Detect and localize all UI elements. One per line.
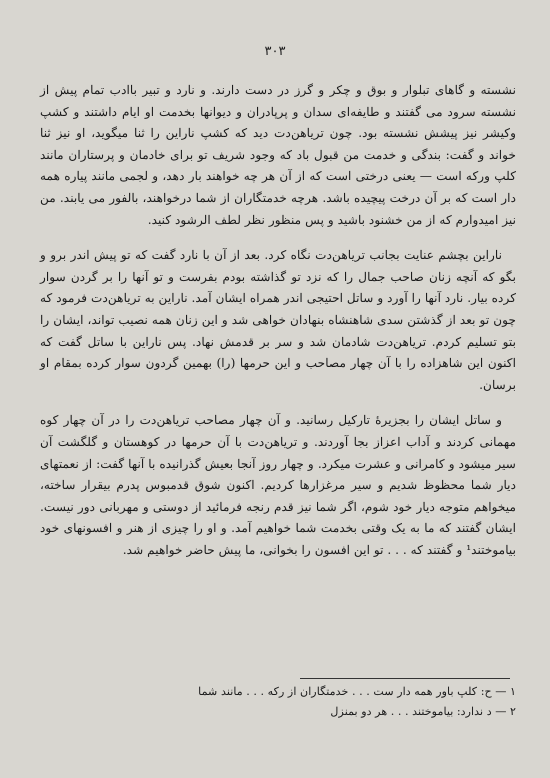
- footnote-1: ۱ — ح: کلپ باور همه دار ست . . . خدمتگاران از رکه . . . مانند شما: [198, 685, 516, 698]
- footnote-divider: [300, 678, 510, 679]
- footnote-2: ۲ — د ندارد: بیاموختند . . . هر دو بمنزل: [330, 705, 516, 718]
- paragraph-3: و ساتل ایشان را بجزیرهٔ تارکیل رسانید. و آن چهار مصاحب تریاهن‌دت را در آن چهار کوه مهمانی کردند و آداب اعزاز بجا آوردند. و تریاهن‌دت با آن حرمها در کوهستان و گلگشت آن سیر میشود و کامرانی و عشرت میکرد. و چهار روز آنجا بعیش گذرانیده با آنها گفت: از نعمتهای دیار شما محظوظ شدیم و سیر مرغزارها کردیم. اکنون شوق قدمبوس پدرم بیقرار ساخته، میخواهم متوجه دیار خود شوم، اگر شما نیز قدم رنجه فرمائید از دوستی و مهربانی دور نیست. ایشان گفتند که ما به یک وقتی بخدمت شما خواهیم آمد. و او را چیزی از هنر و افسونهای خود بیاموختند¹ و گفتند که . . . تو این افسون را بخوانی، ما پیش حاضر خواهیم شد.: [40, 413, 516, 557]
- paragraph-2: ناراین بچشم عنایت بجانب تریاهن‌دت نگاه کرد. بعد از آن با نارد گفت که تو پیش اندر برو و بگو که آنچه زنان صاحب جمال را که نزد تو گذاشته بودم بفرست و تو آنها را بر گردن سوار کرده بیار. نارد آنها را آورد و ساتل احتیجی اندر همراه ایشان آمد. ناراین به تریاهن‌دت فرمود که چون تو بعد از گذشتن سدی شاهنشاه بنهادان خواهی شد و این زنان همه نصیب تواند، ایشان را بتو تسلیم کردم. تریاهن‌دت شادمان شد و سر بر قدمش نهاد. پس ناراین با ساتل گفت که اکنون این شاهزاده را با آن چهار مصاحب و این حرمها (را) بهمین گردون سوار کرده بمقام او برسان.: [40, 248, 516, 392]
- body-text: [40, 80, 516, 575]
- page-number: ۳۰۳: [264, 44, 286, 59]
- paragraph-1: نشسته و گاهای تبلوار و بوق و چکر و گرز در دست دارند. و نارد و تبیر باادب تمام پیش از نشسته سرود می گفتند و طایفه‌ای سدان و پرپادران و دیوانها بخدمت او ایام داشتند و کشپ وکیشر نیز پیشش نشسته بود. چون تریاهن‌دت دید که کشپ ناراین را ثنا میگوید، او نیز ثنا خواند و گفت: بندگی و خدمت من قبول باد که وجود شریف تو برای خادمان و پرستاران مانند کلپ ورکه است — یعنی درختی است که از آن هر چه خواهند بار دهد، و لجمی مانند پیاره همه دار است که بر آن درخت پیچیده باشد. هرچه خدمتگاران از شما درخواهند، بالفور می یابند. من نیز امیدوارم که از من خشنود باشید و پس منظور نظر لطف الرشود کنید.: [40, 83, 516, 227]
- footnotes: [40, 682, 516, 722]
